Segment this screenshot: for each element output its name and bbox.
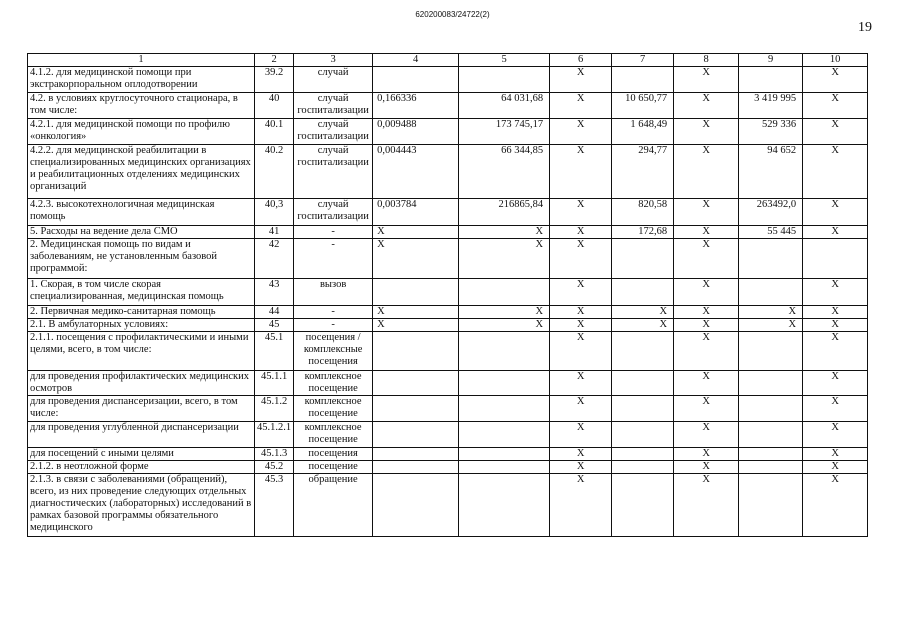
table-cell: 45.1.2 <box>255 396 294 422</box>
table-cell: посещения / комплексные посещения <box>294 332 373 371</box>
table-cell: X <box>459 319 550 332</box>
table-cell: комплексное посещение <box>294 396 373 422</box>
table-cell <box>612 371 674 396</box>
table-cell: комплексное посещение <box>294 371 373 396</box>
table-cell: 39.2 <box>255 67 294 93</box>
table-cell: 216865,84 <box>459 199 550 226</box>
table-cell: 45.1.3 <box>255 448 294 461</box>
table-cell: 66 344,85 <box>459 145 550 199</box>
table-cell <box>459 422 550 448</box>
table-cell: X <box>674 226 739 239</box>
table-cell: X <box>803 474 868 537</box>
table-cell: X <box>674 461 739 474</box>
table-cell: 4.2.2. для медицинской реабилитации в специализированных медицинских организациях и реабилитационных отделениях медицинских организаций <box>28 145 255 199</box>
table-cell: X <box>803 396 868 422</box>
table-cell: X <box>459 239 550 279</box>
table-cell: X <box>612 319 674 332</box>
table-cell <box>459 371 550 396</box>
table-row <box>28 67 868 93</box>
table-cell: 43 <box>255 279 294 306</box>
table-cell <box>459 448 550 461</box>
table-cell: X <box>550 226 612 239</box>
table-row <box>28 474 868 537</box>
table-cell: X <box>803 226 868 239</box>
table-cell: X <box>550 396 612 422</box>
table-cell: X <box>373 226 459 239</box>
table-cell: X <box>803 279 868 306</box>
table-cell: 3 419 995 <box>739 93 803 119</box>
table-cell: 45.2 <box>255 461 294 474</box>
table-cell: 2. Первичная медико-санитарная помощь <box>28 306 255 319</box>
column-number-9: 9 <box>739 54 803 67</box>
table-row <box>28 371 868 396</box>
table-cell: 45.3 <box>255 474 294 537</box>
table-cell: X <box>803 319 868 332</box>
table-cell: X <box>674 239 739 279</box>
table-cell: X <box>739 319 803 332</box>
table-cell: X <box>459 306 550 319</box>
table-cell: 2.1. В амбулаторных условиях: <box>28 319 255 332</box>
table-cell: случай госпитализации <box>294 93 373 119</box>
table-cell <box>612 461 674 474</box>
table-cell: X <box>459 226 550 239</box>
table-row <box>28 145 868 199</box>
table-cell: 40.2 <box>255 145 294 199</box>
table-cell: 42 <box>255 239 294 279</box>
table-cell: X <box>674 119 739 145</box>
table-cell: 4.2.1. для медицинской помощи по профилю «онкология» <box>28 119 255 145</box>
table-cell: X <box>550 119 612 145</box>
table-cell: X <box>550 371 612 396</box>
table-cell: 263492,0 <box>739 199 803 226</box>
table-row <box>28 332 868 371</box>
table-cell: 2.1.2. в неотложной форме <box>28 461 255 474</box>
table-cell <box>373 396 459 422</box>
table-cell: X <box>674 332 739 371</box>
table-cell: 1. Скорая, в том числе скорая специализированная, медицинская помощь <box>28 279 255 306</box>
table-cell: случай <box>294 67 373 93</box>
table-row <box>28 422 868 448</box>
table-cell: X <box>674 199 739 226</box>
table-cell <box>612 279 674 306</box>
table-cell: X <box>803 67 868 93</box>
table-cell: X <box>550 448 612 461</box>
table-cell: посещения <box>294 448 373 461</box>
table-cell <box>612 422 674 448</box>
table-row <box>28 199 868 226</box>
table-cell <box>612 239 674 279</box>
table-cell <box>739 279 803 306</box>
table-row <box>28 279 868 306</box>
table-cell: X <box>550 239 612 279</box>
table-cell: для проведения профилактических медицинских осмотров <box>28 371 255 396</box>
table-cell: X <box>803 422 868 448</box>
column-number-5: 5 <box>459 54 550 67</box>
table-cell: вызов <box>294 279 373 306</box>
table-cell: 55 445 <box>739 226 803 239</box>
table-cell <box>373 448 459 461</box>
table-cell: 0,166336 <box>373 93 459 119</box>
table-cell <box>373 67 459 93</box>
table-cell: X <box>803 119 868 145</box>
table-cell: X <box>550 145 612 199</box>
page-number: 19 <box>858 20 872 35</box>
table-row <box>28 119 868 145</box>
table-cell: 294,77 <box>612 145 674 199</box>
table-cell: посещение <box>294 461 373 474</box>
table-cell <box>739 474 803 537</box>
table-cell <box>373 279 459 306</box>
table-cell <box>373 461 459 474</box>
table-cell <box>459 396 550 422</box>
table-cell: X <box>550 332 612 371</box>
table-body <box>28 54 868 537</box>
table-cell: X <box>803 199 868 226</box>
table-cell <box>739 422 803 448</box>
table-cell <box>739 239 803 279</box>
table-cell: для проведения диспансеризации, всего, в том числе: <box>28 396 255 422</box>
table-cell: X <box>373 239 459 279</box>
table-cell: 2.1.3. в связи с заболеваниями (обращений), всего, из них проведение следующих отдельных диагностических (лабораторных) исследований в рамках базовой программы обязательного медицинского <box>28 474 255 537</box>
table-cell: X <box>674 474 739 537</box>
table-cell <box>803 239 868 279</box>
table-cell <box>739 67 803 93</box>
column-number-6: 6 <box>550 54 612 67</box>
table-cell: случай госпитализации <box>294 119 373 145</box>
table-cell: 45.1.2.1 <box>255 422 294 448</box>
table-cell <box>612 474 674 537</box>
table-cell: X <box>674 319 739 332</box>
table-cell: X <box>739 306 803 319</box>
table-cell <box>459 279 550 306</box>
table-cell: - <box>294 319 373 332</box>
table-cell: для посещений с иными целями <box>28 448 255 461</box>
table-cell: 45 <box>255 319 294 332</box>
table-cell: 4.2. в условиях круглосуточного стационара, в том числе: <box>28 93 255 119</box>
table-cell <box>739 371 803 396</box>
table-cell: 1 648,49 <box>612 119 674 145</box>
data-table <box>27 53 868 537</box>
table-cell: X <box>674 371 739 396</box>
table-cell <box>739 396 803 422</box>
table-cell: 10 650,77 <box>612 93 674 119</box>
table-cell: 4.1.2. для медицинской помощи при экстракорпоральном оплодотворении <box>28 67 255 93</box>
table-cell <box>459 332 550 371</box>
table-cell: X <box>674 279 739 306</box>
table-cell: X <box>803 93 868 119</box>
table-cell: 0,009488 <box>373 119 459 145</box>
table-cell <box>459 67 550 93</box>
table-cell: X <box>550 474 612 537</box>
table-cell: X <box>674 93 739 119</box>
table-cell <box>373 474 459 537</box>
table-header-row <box>28 54 868 67</box>
document-id: 620200083/24722(2) <box>415 10 490 19</box>
table-cell <box>373 371 459 396</box>
table-cell: X <box>550 93 612 119</box>
table-cell: X <box>550 199 612 226</box>
table-cell: X <box>803 448 868 461</box>
table-cell: случай госпитализации <box>294 145 373 199</box>
column-number-2: 2 <box>255 54 294 67</box>
table-cell: X <box>373 319 459 332</box>
table-cell <box>739 448 803 461</box>
table-cell: X <box>803 371 868 396</box>
column-number-1: 1 <box>28 54 255 67</box>
table-cell: 0,003784 <box>373 199 459 226</box>
table-cell: X <box>612 306 674 319</box>
table-cell: 45.1.1 <box>255 371 294 396</box>
table-cell: 41 <box>255 226 294 239</box>
table-cell: - <box>294 239 373 279</box>
table-row <box>28 93 868 119</box>
table-cell: X <box>803 306 868 319</box>
table-cell: обращение <box>294 474 373 537</box>
table-cell: 40,3 <box>255 199 294 226</box>
table-cell: X <box>803 145 868 199</box>
table-cell <box>612 396 674 422</box>
table-cell: 4.2.3. высокотехнологичная медицинская помощь <box>28 199 255 226</box>
table-cell: 173 745,17 <box>459 119 550 145</box>
column-number-10: 10 <box>803 54 868 67</box>
table-cell <box>373 422 459 448</box>
table-cell: - <box>294 306 373 319</box>
table-cell: X <box>550 319 612 332</box>
table-cell: для проведения углубленной диспансеризации <box>28 422 255 448</box>
table-cell: 40.1 <box>255 119 294 145</box>
table-cell: X <box>550 422 612 448</box>
table-cell: 820,58 <box>612 199 674 226</box>
table-row <box>28 306 868 319</box>
table-cell: 172,68 <box>612 226 674 239</box>
table-cell: случай госпитализации <box>294 199 373 226</box>
table-cell <box>459 474 550 537</box>
column-number-7: 7 <box>612 54 674 67</box>
table-cell: X <box>373 306 459 319</box>
table-cell: комплексное посещение <box>294 422 373 448</box>
table-cell: X <box>674 306 739 319</box>
table-cell: 45.1 <box>255 332 294 371</box>
table-cell: 5. Расходы на ведение дела СМО <box>28 226 255 239</box>
table-cell <box>739 461 803 474</box>
table-cell: 529 336 <box>739 119 803 145</box>
table-row <box>28 319 868 332</box>
table-row <box>28 396 868 422</box>
table-cell: 2. Медицинская помощь по видам и заболеваниям, не установленным базовой программой: <box>28 239 255 279</box>
table-cell: X <box>803 332 868 371</box>
table-cell <box>739 332 803 371</box>
table-cell: X <box>550 306 612 319</box>
table-cell: 0,004443 <box>373 145 459 199</box>
table-cell: - <box>294 226 373 239</box>
table-cell: X <box>674 67 739 93</box>
table-row <box>28 461 868 474</box>
table-cell: 94 652 <box>739 145 803 199</box>
table-cell: X <box>674 448 739 461</box>
column-number-4: 4 <box>373 54 459 67</box>
table-cell: X <box>674 145 739 199</box>
table-cell: 40 <box>255 93 294 119</box>
table-cell: 44 <box>255 306 294 319</box>
table-row <box>28 239 868 279</box>
table-row <box>28 448 868 461</box>
table-cell: X <box>674 396 739 422</box>
table-cell: X <box>803 461 868 474</box>
table-cell <box>373 332 459 371</box>
column-number-8: 8 <box>674 54 739 67</box>
table-cell: 2.1.1. посещения с профилактическими и иными целями, всего, в том числе: <box>28 332 255 371</box>
table-cell: X <box>550 279 612 306</box>
table-cell <box>612 332 674 371</box>
table-cell <box>612 67 674 93</box>
table-cell <box>612 448 674 461</box>
table-cell: X <box>550 67 612 93</box>
table-cell: X <box>550 461 612 474</box>
table-cell <box>459 461 550 474</box>
table-cell: X <box>674 422 739 448</box>
column-number-3: 3 <box>294 54 373 67</box>
table-row <box>28 226 868 239</box>
table-cell: 64 031,68 <box>459 93 550 119</box>
